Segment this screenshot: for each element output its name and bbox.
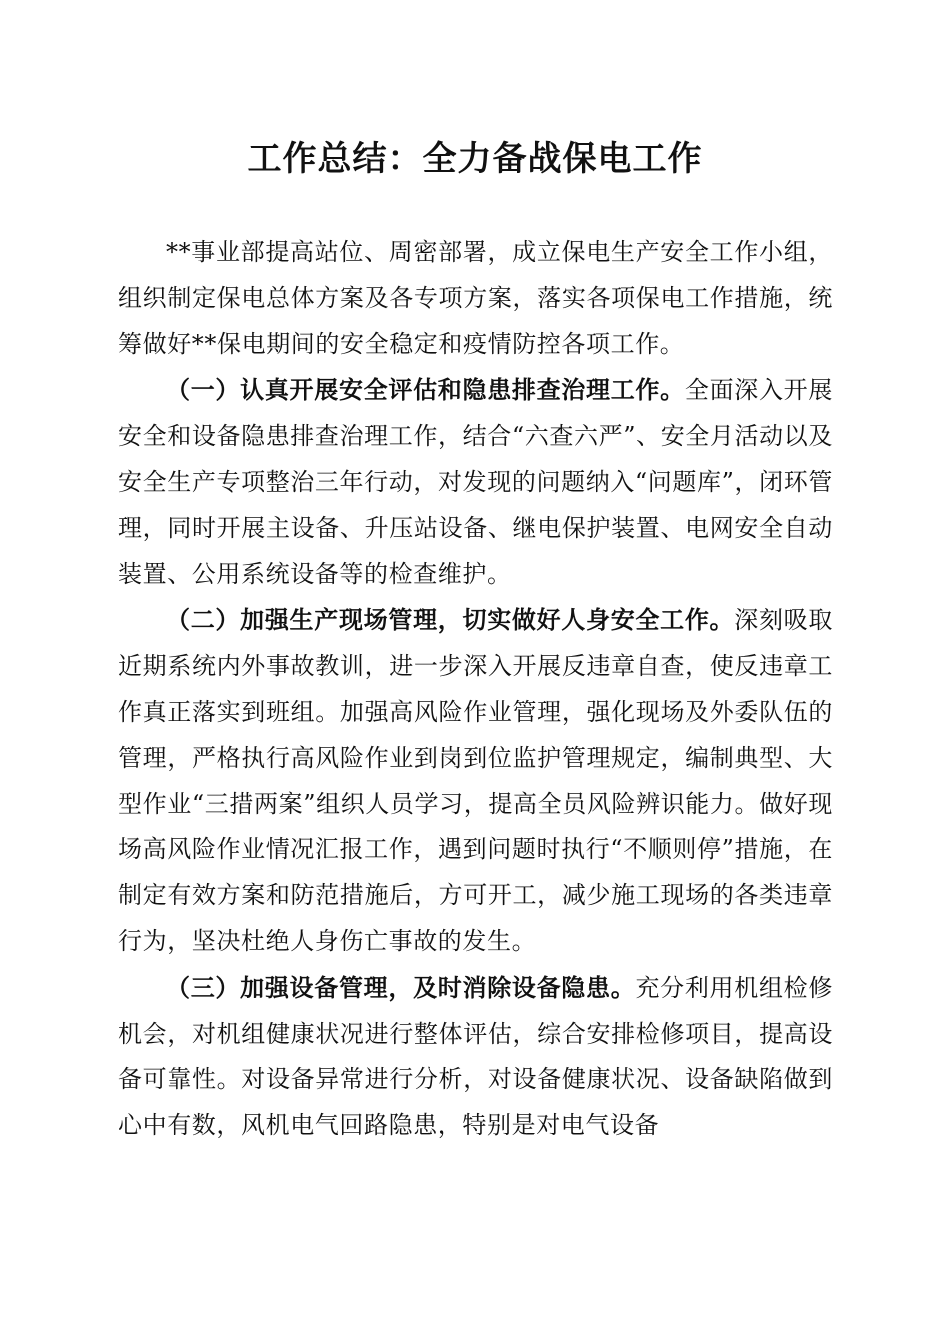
section-1-text: 全面深入开展安全和设备隐患排查治理工作，结合“六查六严”、安全月活动以及安全生产专项整治三年行动，对发现的问题纳入“问题库”，闭环管理，同时开展主设备、升压站设备、继电保护装置、电网安全自动装置、公用系统设备等的检查维护。 <box>118 376 833 588</box>
section-2-heading: （二）加强生产现场管理，切实做好人身安全工作。 <box>166 605 735 635</box>
page-title: 工作总结：全力备战保电工作 <box>247 139 703 179</box>
section-1-heading: （一）认真开展安全评估和隐患排查治理工作。 <box>166 375 685 405</box>
section-2-paragraph <box>118 597 833 964</box>
section-2-text: 深刻吸取近期系统内外事故教训，进一步深入开展反违章自查，使反违章工作真正落实到班组。加强高风险作业管理，强化现场及外委队伍的管理，严格执行高风险作业到岗到位监护管理规定，编制典型、大型作业“三措两案”组织人员学习，提高全员风险辨识能力。做好现场高风险作业情况汇报工作，遇到问题时执行“不顺则停”措施，在制定有效方案和防范措施后，方可开工，减少施工现场的各类违章行为，坚决杜绝人身伤亡事故的发生。 <box>118 606 833 955</box>
section-3-paragraph <box>118 965 833 1149</box>
section-3-heading: （三）加强设备管理，及时消除设备隐患。 <box>166 972 636 1002</box>
intro-paragraph <box>118 230 833 367</box>
section-1-paragraph <box>118 367 833 597</box>
section-3-text: 充分利用机组检修机会，对机组健康状况进行整体评估，综合安排检修项目，提高设备可靠性。对设备异常进行分析，对设备健康状况、设备缺陷做到心中有数，风机电气回路隐患，特别是对电气设备 <box>118 973 833 1140</box>
document-body <box>118 230 833 1149</box>
intro-text: **事业部提高站位、周密部署，成立保电生产安全工作小组，组织制定保电总体方案及各专项方案，落实各项保电工作措施，统筹做好**保电期间的安全稳定和疫情防控各项工作。 <box>118 238 833 358</box>
